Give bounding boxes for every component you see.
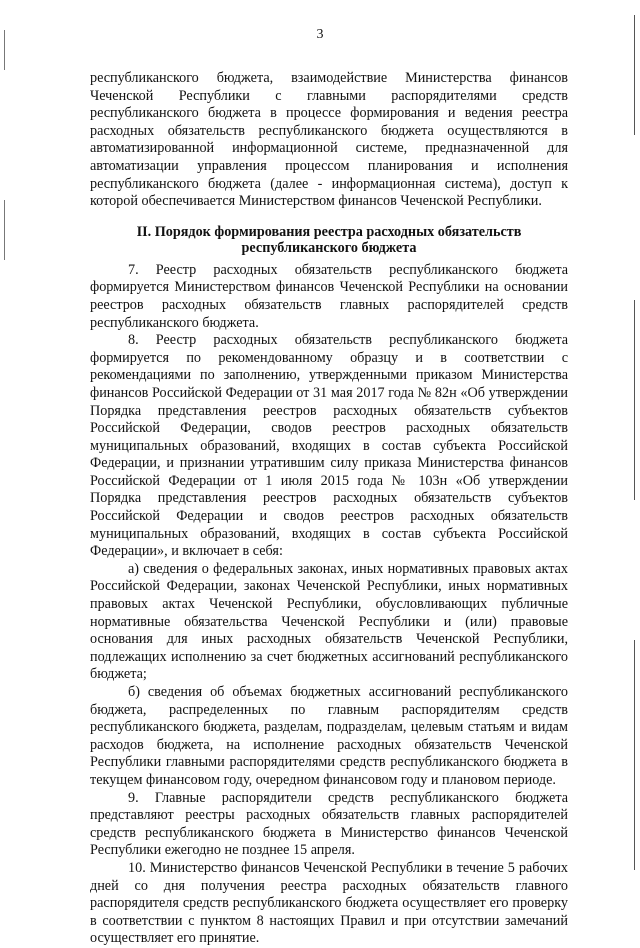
paragraph-intro: республиканского бюджета, взаимодействие Министерства финансов Чеченской Республики с главными распорядителями средств республиканского бюджета в процессе формирования и ведения реестра расходных обязательств республиканского бюджета осуществляются в автоматизированной информационной системе, предназначенной для автоматизации управления процессом планирования и исполнения республиканского бюджета (далее - информационная система), доступ к которой обеспечивается Министерством финансов Чеченской Республики. (90, 70, 568, 210)
paragraph-8: 8. Реестр расходных обязательств республиканского бюджета формируется по рекомендованному образцу и в соответствии с рекомендациями по заполнению, утвержденными приказом Министерства финансов Российской Федерации от 31 мая 2017 года № 82н «Об утверждении Порядка представления реестров расходных обязательств субъектов Российской Федерации, сводов реестров расходных обязательств муниципальных образований, входящих в состав субъекта Российской Федерации, и признании утратившим силу приказа Министерства финансов Российской Федерации от 1 июля 2015 года № 103н «Об утверждении Порядка представления реестров расходных обязательств субъектов Российской Федерации и сводов реестров расходных обязательств муниципальных образований, входящих в состав субъекта Российской Федерации», и включает в себя: (90, 332, 568, 560)
document-body (90, 70, 568, 948)
paragraph-10: 10. Министерство финансов Чеченской Республики в течение 5 рабочих дней со дня получения реестра расходных обязательств главного распорядителя средств республиканского бюджета осуществляет его проверку в соответствии с пунктом 8 настоящих Правил и при отсутствии замечаний осуществляет его принятие. (90, 859, 568, 947)
paragraph-8b: б) сведения об объемах бюджетных ассигнований республиканского бюджета, распределенных по главным распорядителям средств республиканского бюджета, разделам, подразделам, целевым статьям и видам расходов бюджета, на исполнение расходных обязательств Чеченской Республики главными распорядителями средств республиканского бюджета в текущем финансовом году, очередном финансовом году и плановом периоде. (90, 684, 568, 788)
scan-edge-mark (634, 300, 635, 500)
scan-edge-mark (4, 200, 5, 260)
page-number: 3 (316, 27, 324, 42)
paragraph-7: 7. Реестр расходных обязательств республиканского бюджета формируется Министерством финансов Чеченской Республики на основании реестров расходных обязательств главных распорядителей средств республиканского бюджета. (90, 261, 568, 331)
scan-edge-mark (634, 640, 635, 870)
paragraph-8a: а) сведения о федеральных законах, иных нормативных правовых актах Российской Федерации, законах Чеченской Республики, иных нормативных правовых актах Чеченской Республики, обусловливающих публичные нормативные обязательства Чеченской Республики и (или) правовые основания для иных расходных обязательств Чеченской Республики, подлежащих исполнению за счет бюджетных ассигнований республиканского бюджета; (90, 560, 568, 683)
section-heading: II. Порядок формирования реестра расходных обязательств республиканского бюджета (136, 223, 522, 256)
paragraph-9: 9. Главные распорядители средств республиканского бюджета представляют реестры расходных обязательств главных распорядителей средств республиканского бюджета в Министерство финансов Чеченской Республики ежегодно не позднее 15 апреля. (90, 789, 568, 859)
